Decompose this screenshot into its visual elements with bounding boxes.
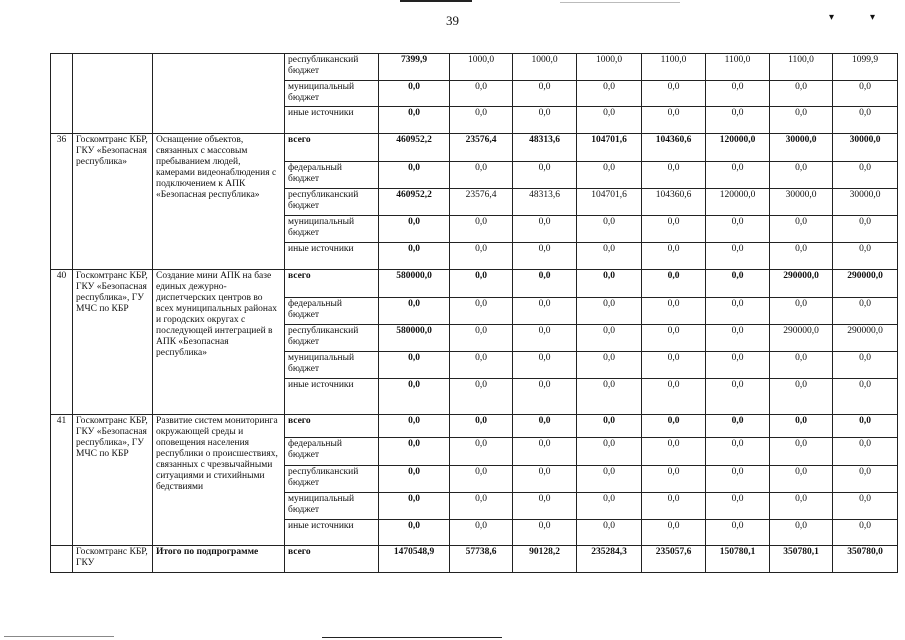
amount-cell: 290000,0 [833, 270, 898, 298]
table-row [51, 415, 898, 438]
amount-cell: 0,0 [513, 325, 577, 352]
amount-cell: 0,0 [833, 415, 898, 438]
funding-source-cell: республиканский бюджет [285, 54, 379, 81]
amount-cell: 0,0 [577, 270, 642, 298]
amount-cell: 104360,6 [642, 189, 706, 216]
amount-cell: 0,0 [379, 352, 450, 379]
organization-cell: Госкомтранс КБР, ГКУ «Безопасная республика» [73, 134, 153, 270]
table-row [51, 134, 898, 162]
amount-cell: 0,0 [642, 352, 706, 379]
activity-description-cell: Создание мини АПК на базе единых дежурно-диспетчерских центров во всех муниципальных районах и городских округах с последующей интеграцией в АПК «Безопасная республика» [153, 270, 285, 415]
amount-cell: 0,0 [450, 243, 513, 270]
amount-cell: 0,0 [450, 438, 513, 466]
amount-cell: 0,0 [450, 493, 513, 520]
row-number-cell [51, 546, 73, 573]
amount-cell: 0,0 [450, 352, 513, 379]
amount-cell: 1000,0 [577, 54, 642, 81]
amount-cell: 0,0 [642, 270, 706, 298]
table-row [51, 546, 898, 573]
amount-cell: 0,0 [642, 466, 706, 493]
amount-cell: 0,0 [642, 107, 706, 134]
amount-cell: 104701,6 [577, 189, 642, 216]
funding-source-cell: всего [285, 134, 379, 162]
amount-cell: 0,0 [642, 415, 706, 438]
amount-cell: 0,0 [513, 162, 577, 189]
activity-description-cell: Итого по подпрограмме [153, 546, 285, 573]
amount-cell: 0,0 [642, 216, 706, 243]
amount-cell: 1099,9 [833, 54, 898, 81]
amount-cell: 0,0 [513, 216, 577, 243]
amount-cell: 0,0 [706, 415, 770, 438]
funding-source-cell: федеральный бюджет [285, 438, 379, 466]
amount-cell: 350780,1 [770, 546, 833, 573]
amount-cell: 0,0 [706, 298, 770, 325]
amount-cell: 0,0 [513, 379, 577, 415]
amount-cell: 23576,4 [450, 134, 513, 162]
amount-cell: 0,0 [513, 107, 577, 134]
amount-cell: 0,0 [379, 243, 450, 270]
amount-cell: 0,0 [770, 520, 833, 546]
top-rule [400, 0, 472, 2]
activity-description-cell: Оснащение объектов, связанных с массовым пребыванием людей, камерами видеонаблюдения с подключением к АПК «Безопасная республика» [153, 134, 285, 270]
amount-cell: 0,0 [379, 81, 450, 107]
amount-cell: 0,0 [706, 162, 770, 189]
funding-source-cell: республиканский бюджет [285, 325, 379, 352]
amount-cell: 0,0 [706, 216, 770, 243]
activity-description-cell [153, 54, 285, 134]
amount-cell: 30000,0 [770, 134, 833, 162]
amount-cell: 0,0 [833, 298, 898, 325]
amount-cell: 0,0 [577, 438, 642, 466]
amount-cell: 0,0 [770, 81, 833, 107]
amount-cell: 0,0 [770, 438, 833, 466]
amount-cell: 0,0 [577, 493, 642, 520]
amount-cell: 0,0 [513, 438, 577, 466]
amount-cell: 0,0 [770, 379, 833, 415]
amount-cell: 0,0 [513, 352, 577, 379]
amount-cell: 30000,0 [770, 189, 833, 216]
amount-cell: 0,0 [833, 493, 898, 520]
amount-cell: 235284,3 [577, 546, 642, 573]
funding-source-cell: иные источники [285, 243, 379, 270]
amount-cell: 1000,0 [513, 54, 577, 81]
row-number-cell: 40 [51, 270, 73, 415]
amount-cell: 0,0 [450, 520, 513, 546]
amount-cell: 0,0 [706, 493, 770, 520]
amount-cell: 0,0 [642, 243, 706, 270]
amount-cell: 30000,0 [833, 134, 898, 162]
amount-cell: 0,0 [706, 438, 770, 466]
amount-cell: 0,0 [770, 162, 833, 189]
amount-cell: 57738,6 [450, 546, 513, 573]
amount-cell: 0,0 [450, 466, 513, 493]
amount-cell: 0,0 [642, 493, 706, 520]
amount-cell: 0,0 [833, 81, 898, 107]
scan-mark: ▾ [829, 12, 835, 23]
amount-cell: 0,0 [577, 325, 642, 352]
amount-cell: 150780,1 [706, 546, 770, 573]
amount-cell: 0,0 [513, 298, 577, 325]
amount-cell: 0,0 [577, 243, 642, 270]
amount-cell: 0,0 [642, 81, 706, 107]
amount-cell: 0,0 [577, 466, 642, 493]
amount-cell: 0,0 [833, 243, 898, 270]
amount-cell: 0,0 [770, 466, 833, 493]
funding-source-cell: муниципальный бюджет [285, 216, 379, 243]
amount-cell: 0,0 [833, 466, 898, 493]
amount-cell: 0,0 [450, 270, 513, 298]
amount-cell: 0,0 [379, 379, 450, 415]
amount-cell: 0,0 [770, 107, 833, 134]
amount-cell: 0,0 [833, 107, 898, 134]
amount-cell: 0,0 [642, 438, 706, 466]
amount-cell: 0,0 [770, 243, 833, 270]
amount-cell: 48313,6 [513, 134, 577, 162]
amount-cell: 0,0 [450, 81, 513, 107]
amount-cell: 23576,4 [450, 189, 513, 216]
amount-cell: 0,0 [379, 216, 450, 243]
amount-cell: 0,0 [379, 162, 450, 189]
amount-cell: 48313,6 [513, 189, 577, 216]
amount-cell: 0,0 [379, 107, 450, 134]
amount-cell: 120000,0 [706, 134, 770, 162]
amount-cell: 0,0 [450, 415, 513, 438]
amount-cell: 0,0 [513, 270, 577, 298]
page-number: 39 [446, 13, 459, 28]
amount-cell: 1100,0 [706, 54, 770, 81]
amount-cell: 0,0 [833, 216, 898, 243]
funding-source-cell: иные источники [285, 520, 379, 546]
amount-cell: 0,0 [706, 243, 770, 270]
amount-cell: 0,0 [450, 216, 513, 243]
bottom-rule-left [4, 636, 114, 637]
amount-cell: 0,0 [513, 520, 577, 546]
table-row [51, 270, 898, 298]
funding-source-cell: федеральный бюджет [285, 298, 379, 325]
amount-cell: 104360,6 [642, 134, 706, 162]
amount-cell: 0,0 [577, 216, 642, 243]
amount-cell: 0,0 [379, 438, 450, 466]
amount-cell: 0,0 [379, 520, 450, 546]
funding-source-cell: федеральный бюджет [285, 162, 379, 189]
funding-source-cell: муниципальный бюджет [285, 81, 379, 107]
amount-cell: 0,0 [833, 520, 898, 546]
amount-cell: 0,0 [642, 379, 706, 415]
funding-source-cell: иные источники [285, 379, 379, 415]
organization-cell: Госкомтранс КБР, ГКУ «Безопасная республика», ГУ МЧС по КБР [73, 415, 153, 546]
table-row [51, 54, 898, 81]
amount-cell: 0,0 [706, 379, 770, 415]
organization-cell: Госкомтранс КБР, ГКУ [73, 546, 153, 573]
amount-cell: 0,0 [706, 352, 770, 379]
amount-cell: 0,0 [450, 379, 513, 415]
amount-cell: 0,0 [706, 107, 770, 134]
amount-cell: 0,0 [513, 466, 577, 493]
amount-cell: 0,0 [770, 298, 833, 325]
amount-cell: 1000,0 [450, 54, 513, 81]
bottom-rule-center [322, 637, 502, 638]
amount-cell: 0,0 [577, 352, 642, 379]
amount-cell: 0,0 [379, 466, 450, 493]
amount-cell: 0,0 [513, 415, 577, 438]
amount-cell: 0,0 [706, 466, 770, 493]
amount-cell: 350780,0 [833, 546, 898, 573]
amount-cell: 0,0 [577, 81, 642, 107]
row-number-cell: 36 [51, 134, 73, 270]
amount-cell: 460952,2 [379, 134, 450, 162]
funding-source-cell: республиканский бюджет [285, 189, 379, 216]
amount-cell: 0,0 [833, 379, 898, 415]
row-number-cell: 41 [51, 415, 73, 546]
amount-cell: 120000,0 [706, 189, 770, 216]
amount-cell: 0,0 [833, 162, 898, 189]
amount-cell: 1100,0 [770, 54, 833, 81]
amount-cell: 1100,0 [642, 54, 706, 81]
amount-cell: 580000,0 [379, 325, 450, 352]
amount-cell: 30000,0 [833, 189, 898, 216]
amount-cell: 0,0 [833, 352, 898, 379]
amount-cell: 0,0 [770, 415, 833, 438]
amount-cell: 90128,2 [513, 546, 577, 573]
amount-cell: 0,0 [577, 162, 642, 189]
amount-cell: 0,0 [770, 352, 833, 379]
amount-cell: 580000,0 [379, 270, 450, 298]
amount-cell: 0,0 [706, 270, 770, 298]
amount-cell: 0,0 [513, 493, 577, 520]
amount-cell: 0,0 [577, 298, 642, 325]
amount-cell: 0,0 [706, 520, 770, 546]
funding-source-cell: всего [285, 546, 379, 573]
funding-source-cell: республиканский бюджет [285, 466, 379, 493]
amount-cell: 0,0 [450, 162, 513, 189]
amount-cell: 0,0 [577, 415, 642, 438]
amount-cell: 0,0 [379, 298, 450, 325]
amount-cell: 0,0 [642, 162, 706, 189]
amount-cell: 0,0 [379, 493, 450, 520]
amount-cell: 0,0 [513, 243, 577, 270]
amount-cell: 0,0 [450, 298, 513, 325]
amount-cell: 0,0 [642, 520, 706, 546]
amount-cell: 1470548,9 [379, 546, 450, 573]
organization-cell [73, 54, 153, 134]
amount-cell: 290000,0 [770, 270, 833, 298]
amount-cell: 0,0 [642, 298, 706, 325]
amount-cell: 235057,6 [642, 546, 706, 573]
amount-cell: 0,0 [513, 81, 577, 107]
amount-cell: 0,0 [577, 520, 642, 546]
amount-cell: 290000,0 [770, 325, 833, 352]
organization-cell: Госкомтранс КБР, ГКУ «Безопасная республика», ГУ МЧС по КБР [73, 270, 153, 415]
amount-cell: 0,0 [770, 216, 833, 243]
amount-cell: 104701,6 [577, 134, 642, 162]
budget-table [50, 53, 898, 573]
funding-source-cell: всего [285, 270, 379, 298]
amount-cell: 0,0 [833, 438, 898, 466]
amount-cell: 0,0 [450, 325, 513, 352]
amount-cell: 0,0 [577, 379, 642, 415]
funding-source-cell: муниципальный бюджет [285, 493, 379, 520]
amount-cell: 0,0 [706, 81, 770, 107]
amount-cell: 290000,0 [833, 325, 898, 352]
amount-cell: 0,0 [577, 107, 642, 134]
amount-cell: 0,0 [379, 415, 450, 438]
funding-source-cell: муниципальный бюджет [285, 352, 379, 379]
funding-source-cell: всего [285, 415, 379, 438]
activity-description-cell: Развитие систем мониторинга окружающей среды и оповещения населения республики о происшествиях, связанных с чрезвычайными ситуациями и стихийными бедствиями [153, 415, 285, 546]
amount-cell: 0,0 [642, 325, 706, 352]
funding-source-cell: иные источники [285, 107, 379, 134]
amount-cell: 0,0 [770, 493, 833, 520]
amount-cell: 7399,9 [379, 54, 450, 81]
amount-cell: 460952,2 [379, 189, 450, 216]
row-number-cell [51, 54, 73, 134]
amount-cell: 0,0 [450, 107, 513, 134]
scan-mark: ▾ [870, 12, 876, 23]
amount-cell: 0,0 [706, 325, 770, 352]
top-rule-faint [560, 2, 680, 3]
